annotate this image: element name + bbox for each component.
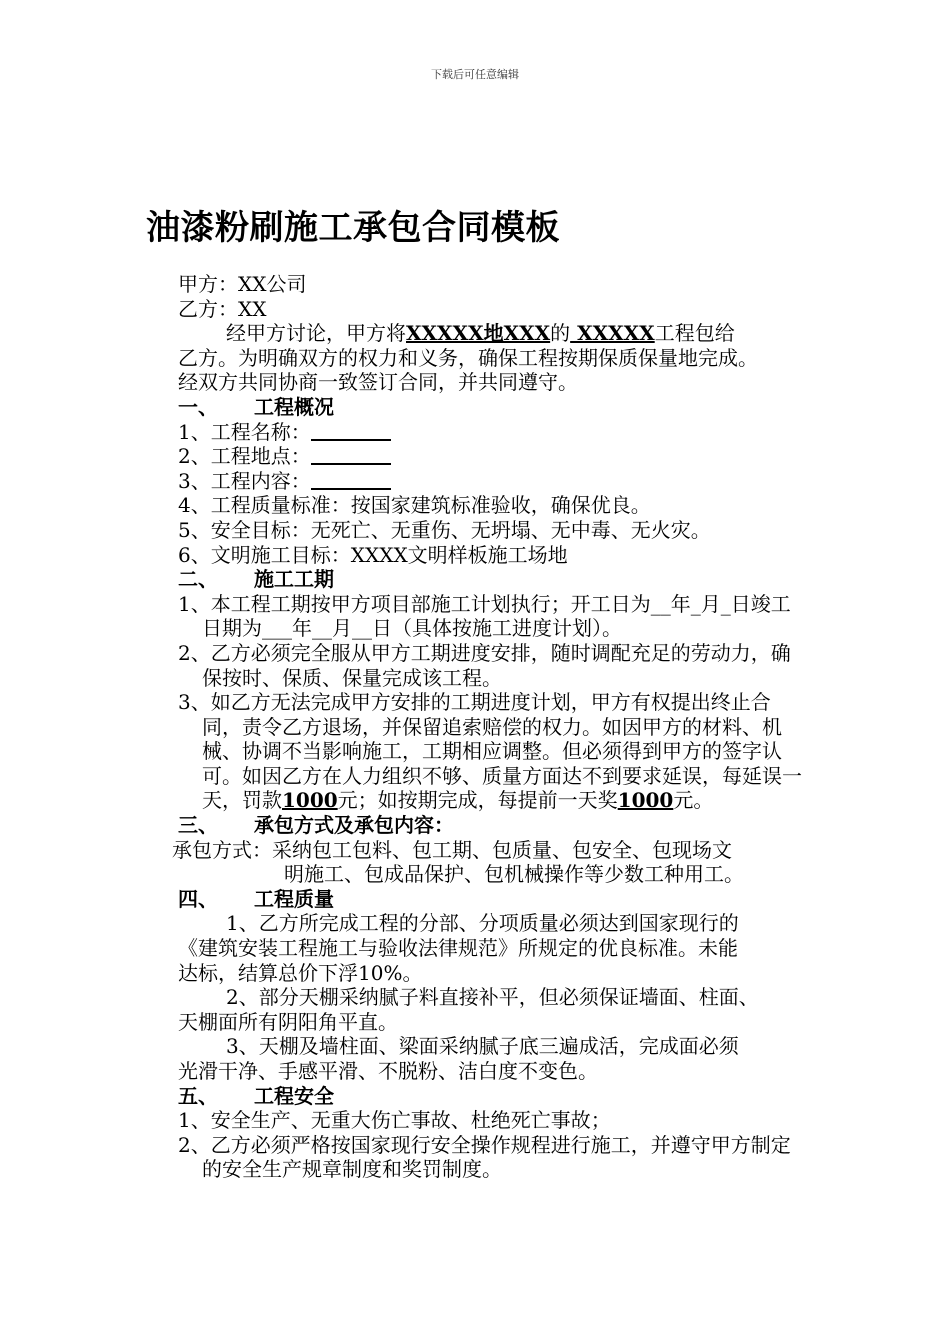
schedule-item-3: 3、如乙方无法完成甲方安排的工期进度计划，甲方有权提出终止合同，责令乙方退场，并保留追索赔偿的权力。如因甲方的材料、机械、协调不当影响施工，工期相应调整。但必须得到甲方的签字认可。如因乙方在人力组织不够、质量方面达不到要求延误，每延误一天，罚款1000元；如按期完成，每提前一天奖1000元。 (178, 690, 802, 813)
project-name-field: 1、工程名称： (178, 420, 808, 445)
section-heading-1: 一、 工程概况 (178, 394, 334, 419)
quality-item-2: 2、部分天棚采纳腻子料直接补平，但必须保证墙面、柱面、 (226, 985, 759, 1010)
project-location-field: 2、工程地点： (178, 444, 808, 469)
schedule-item-1: 1、本工程工期按甲方项目部施工计划执行；开工日为__年_月_日竣工日期为___年__月__日（具体按施工进度计划）。 (178, 591, 791, 641)
project-name: XXXXX (570, 321, 655, 346)
party-a: 甲方：XX公司 (178, 272, 307, 296)
quality-item-1-cont: 《建筑安装工程施工与验收法律规范》所规定的优良标准。未能 (178, 936, 738, 961)
safety-target: 5、安全目标：无死亡、无重伤、无坍塌、无中毒、无火灾。 (178, 517, 711, 542)
section-heading-2: 二、 施工工期 (178, 567, 334, 592)
contract-mode: 承包方式：采纳包工包料、包工期、包质量、包安全、包现场文 明施工、包成品保护、包机械操作等少数工种用工。 (172, 837, 744, 887)
party-b: 乙方：XX (178, 296, 267, 321)
blank-line (311, 421, 391, 441)
bonus-amount: 1000 (617, 788, 674, 813)
quality-item-1: 1、乙方所完成工程的分部、分项质量必须达到国家现行的 (226, 911, 739, 936)
schedule-item-2: 2、乙方必须完全服从甲方工期进度安排，随时调配充足的劳动力，确保按时、保质、保量完成该工程。 (178, 640, 791, 690)
project-content-field: 3、工程内容： (178, 469, 808, 494)
intro-line-1: 经甲方讨论，甲方将XXXXX地XXX的 XXXXX工程包给 (226, 321, 735, 346)
intro-line-3: 经双方共同协商一致签订合同，并共同遵守。 (178, 370, 578, 395)
header-note: 下载后可任意编辑 (431, 68, 519, 81)
blank-line (311, 470, 391, 490)
safety-item-1: 1、安全生产、无重大伤亡事故、杜绝死亡事故； (178, 1108, 611, 1133)
blank-line (311, 445, 391, 465)
quality-standard: 4、工程质量标准：按国家建筑标准验收，确保优良。 (178, 493, 651, 518)
section-heading-4: 四、 工程质量 (178, 886, 334, 911)
intro-line-2: 乙方。为明确双方的权力和义务，确保工程按期保质保量地完成。 (178, 345, 758, 370)
civil-target: 6、文明施工目标：XXXX文明样板施工场地 (178, 542, 568, 567)
quality-item-3: 3、天棚及墙柱面、梁面采纳腻子底三遍成活，完成面必须 (226, 1034, 739, 1059)
safety-item-2: 2、乙方必须严格按国家现行安全操作规程进行施工，并遵守甲方制定的安全生产规章制度和奖罚制度。 (178, 1132, 791, 1182)
quality-item-1-end: 达标，结算总价下浮10%。 (178, 960, 423, 985)
project-location: XXXXX地XXX (406, 321, 551, 346)
contract-body (172, 272, 808, 1182)
quality-item-3-cont: 光滑干净、手感平滑、不脱粉、洁白度不变色。 (178, 1059, 598, 1083)
quality-item-2-cont: 天棚面所有阴阳角平直。 (178, 1009, 398, 1034)
penalty-amount: 1000 (282, 788, 338, 813)
section-heading-5: 五、 工程安全 (178, 1083, 334, 1108)
section-heading-3: 三、 承包方式及承包内容： (178, 813, 454, 838)
document-title: 油漆粉刷施工承包合同模板 (146, 208, 560, 248)
